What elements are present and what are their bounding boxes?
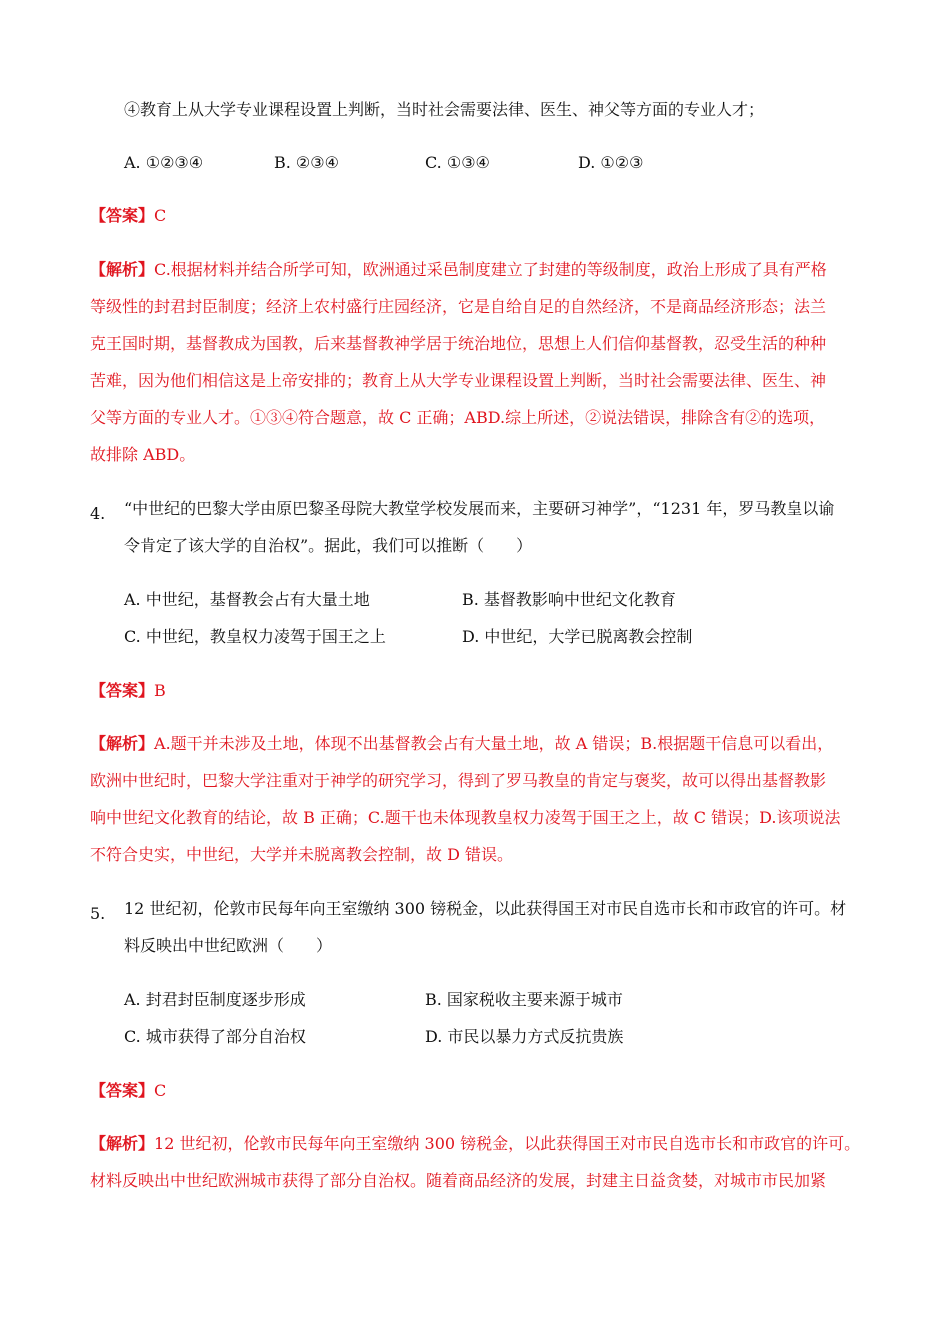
q3-item-4: ④教育上从大学专业课程设置上判断，当时社会需要法律、医生、神父等方面的专业人才； <box>124 100 765 119</box>
q5-analysis-line: 【解析】12 世纪初，伦敦市民每年向王室缴纳 300 镑税金，以此获得国王对市民自选市长和市政官的许可。 <box>90 1134 861 1153</box>
q4-analysis-line: 欧洲中世纪时，巴黎大学注重对于神学的研究学习，得到了罗马教皇的肯定与褒奖，故可以得出基督教影 <box>90 771 827 790</box>
q3-answer <box>90 205 166 227</box>
q4-stem-line: 令肯定了该大学的自治权”。据此，我们可以推断（ ） <box>124 536 533 555</box>
analysis-label: 【解析】 <box>90 1134 155 1153</box>
q5-option-a: A. 封君封臣制度逐步形成 <box>124 990 306 1009</box>
q4-number: 4. <box>90 504 106 523</box>
q3-analysis-line: 父等方面的专业人才。①③④符合题意，故 C 正确；ABD.综上所述，②说法错误，排除含有②的选项， <box>90 408 826 427</box>
answer-label: 【答案】 <box>90 206 155 225</box>
q5-answer <box>90 1080 166 1102</box>
q4-option-b: B. 基督教影响中世纪文化教育 <box>462 590 676 609</box>
q3-option-d: D. ①②③ <box>578 153 644 172</box>
q5-option-b: B. 国家税收主要来源于城市 <box>425 990 623 1009</box>
answer-value: C <box>154 1081 167 1100</box>
q3-analysis-line: 【解析】C.根据材料并结合所学可知，欧洲通过采邑制度建立了封建的等级制度，政治上形成了具有严格 <box>90 260 827 279</box>
q4-option-c: C. 中世纪，教皇权力凌驾于国王之上 <box>124 627 386 646</box>
q4-stem-line: “中世纪的巴黎大学由原巴黎圣母院大教堂学校发展而来，主要研习神学”，“1231 年，罗马教皇以谕 <box>124 499 835 518</box>
q3-option-b: B. ②③④ <box>274 153 339 172</box>
answer-label: 【答案】 <box>90 1081 155 1100</box>
answer-value: C <box>154 206 167 225</box>
answer-value: B <box>154 681 166 700</box>
analysis-label: 【解析】 <box>90 734 155 753</box>
q4-option-d: D. 中世纪，大学已脱离教会控制 <box>462 627 693 646</box>
q4-analysis-line: 响中世纪文化教育的结论，故 B 正确；C.题干也未体现教皇权力凌驾于国王之上，故 C 错误；D.该项说法 <box>90 808 841 827</box>
q3-option-a: A. ①②③④ <box>124 153 204 172</box>
q4-option-a: A. 中世纪，基督教会占有大量土地 <box>124 590 370 609</box>
q5-number: 5. <box>90 904 106 923</box>
q4-answer <box>90 680 166 702</box>
q3-analysis-line: 等级性的封君封臣制度；经济上农村盛行庄园经济，它是自给自足的自然经济，不是商品经济形态；法兰 <box>90 297 827 316</box>
q5-option-c: C. 城市获得了部分自治权 <box>124 1027 306 1046</box>
answer-label: 【答案】 <box>90 681 155 700</box>
q3-option-c: C. ①③④ <box>425 153 490 172</box>
q5-analysis-line: 材料反映出中世纪欧洲城市获得了部分自治权。随着商品经济的发展，封建主日益贪婪，对城市市民加紧 <box>90 1171 827 1190</box>
q5-stem-line: 料反映出中世纪欧洲（ ） <box>124 936 333 955</box>
q5-stem-line: 12 世纪初，伦敦市民每年向王室缴纳 300 镑税金，以此获得国王对市民自选市长和市政官的许可。材 <box>124 899 847 918</box>
q4-analysis-line: 【解析】A.题干并未涉及土地，体现不出基督教会占有大量土地，故 A 错误；B.根据题干信息可以看出， <box>90 734 834 753</box>
q4-analysis-line: 不符合史实，中世纪，大学并未脱离教会控制，故 D 错误。 <box>90 845 514 864</box>
q3-analysis-line: 故排除 ABD。 <box>90 445 196 464</box>
q3-analysis-line: 苦难，因为他们相信这是上帝安排的；教育上从大学专业课程设置上判断，当时社会需要法律、医生、神 <box>90 371 827 390</box>
q3-analysis-line: 克王国时期，基督教成为国教，后来基督教神学居于统治地位，思想上人们信仰基督教，忍受生活的种种 <box>90 334 827 353</box>
analysis-label: 【解析】 <box>90 260 155 279</box>
q5-option-d: D. 市民以暴力方式反抗贵族 <box>425 1027 624 1046</box>
